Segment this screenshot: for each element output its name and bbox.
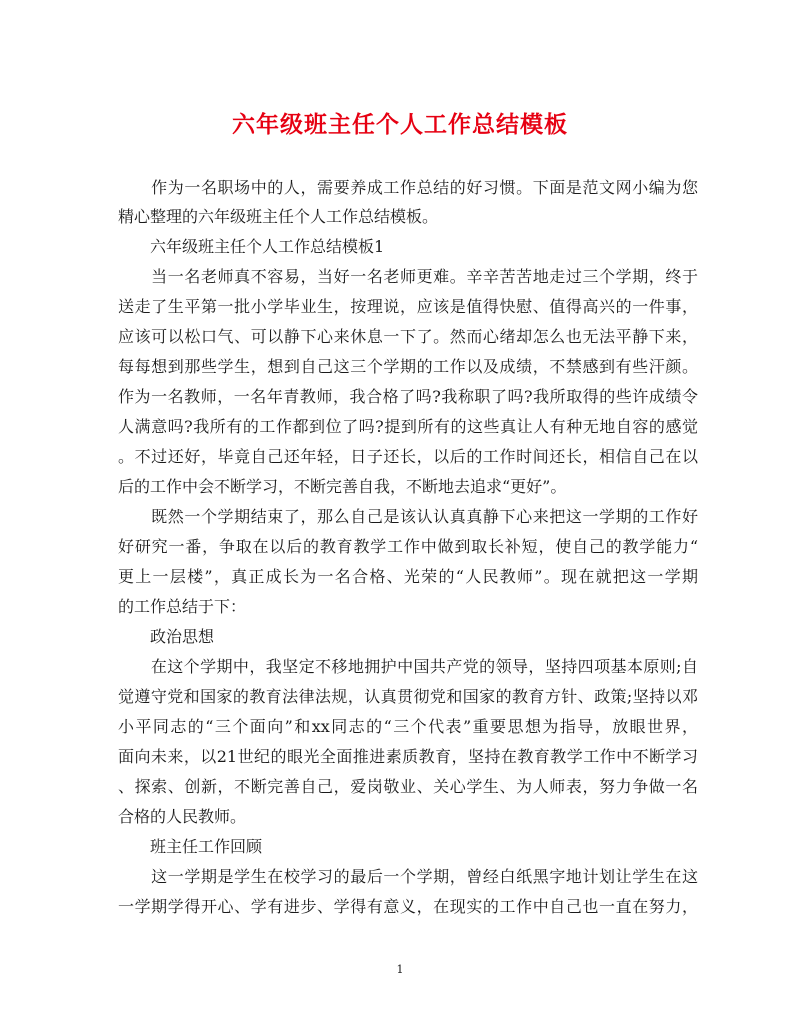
text-line: 精心整理的六年级班主任个人工作总结模板。 bbox=[118, 207, 439, 226]
text-line: 既然一个学期结束了，那么自己是该认认真真静下心来把这一学期的工作好 bbox=[118, 507, 698, 526]
text-line: 。不过还好，毕竟自己还年轻，日子还长，以后的工作时间还长，相信自己在以 bbox=[118, 447, 698, 466]
section-heading: 班主任工作回顾 bbox=[118, 837, 263, 856]
text-line: 合格的人民教师。 bbox=[118, 807, 247, 826]
text-line: 六年级班主任个人工作总结模板1 bbox=[118, 237, 385, 256]
text-line: 当一名老师真不容易，当好一名老师更难。辛辛苦苦地走过三个学期，终于 bbox=[118, 267, 698, 286]
text-line: 这一学期是学生在校学习的最后一个学期，曾经白纸黑字地计划让学生在这 bbox=[118, 867, 698, 886]
page-number: 1 bbox=[396, 963, 404, 976]
text-line: 的工作总结于下： bbox=[118, 597, 247, 616]
text-line: 小平同志的“三个面向”和xx同志的“三个代表”重要思想为指导，放眼世界， bbox=[118, 717, 698, 736]
text-line: 后的工作中会不断学习，不断完善自我，不断地去追求“更好”。 bbox=[118, 477, 567, 496]
text-line: 作为一名教师，一名年青教师，我合格了吗?我称职了吗?我所取得的些许成绩令 bbox=[118, 387, 698, 406]
text-line: 应该可以松口气、可以静下心来休息一下了。然而心绪却怎么也无法平静下来， bbox=[118, 327, 698, 346]
section-heading: 政治思想 bbox=[118, 627, 215, 646]
text-line: 人满意吗?我所有的工作都到位了吗?提到所有的这些真让人有种无地自容的感觉 bbox=[118, 417, 698, 436]
text-line: 好研究一番，争取在以后的教育教学工作中做到取长补短，使自己的教学能力“ bbox=[118, 537, 698, 556]
text-line: 作为一名职场中的人，需要养成工作总结的好习惯。下面是范文网小编为您 bbox=[118, 178, 698, 197]
text-line: 在这个学期中，我坚定不移地拥护中国共产党的领导，坚持四项基本原则;自 bbox=[118, 657, 698, 676]
text-line: 更上一层楼”，真正成长为一名合格、光荣的“人民教师”。现在就把这一学期 bbox=[118, 567, 698, 586]
text-line: 每每想到那些学生，想到自己这三个学期的工作以及成绩，不禁感到有些汗颜。 bbox=[118, 357, 698, 376]
text-line: 觉遵守党和国家的教育法律法规，认真贯彻党和国家的教育方针、政策;坚持以邓 bbox=[118, 687, 698, 706]
text-line: 一学期学得开心、学有进步、学得有意义，在现实的工作中自己也一直在努力， bbox=[118, 897, 698, 916]
text-line: 送走了生平第一批小学毕业生，按理说，应该是值得快慰、值得高兴的一件事， bbox=[118, 297, 698, 316]
document-title: 六年级班主任个人工作总结模板 bbox=[232, 111, 568, 138]
text-line: 面向未来，以21世纪的眼光全面推进素质教育，坚持在教育教学工作中不断学习 bbox=[118, 747, 698, 766]
text-line: 、探索、创新，不断完善自己，爱岗敬业、关心学生、为人师表，努力争做一名 bbox=[118, 777, 698, 796]
